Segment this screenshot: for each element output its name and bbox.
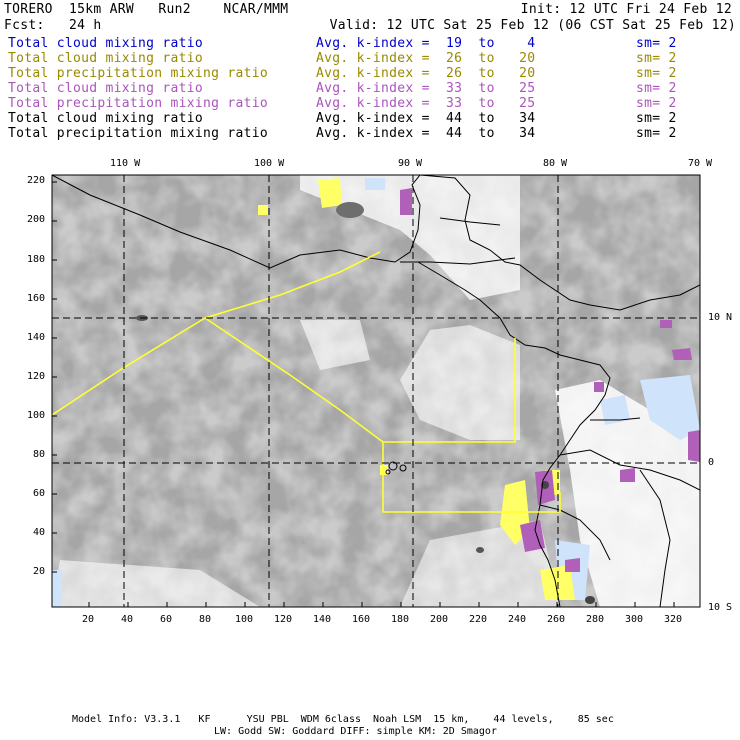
y-tick: 220 (27, 175, 46, 186)
legend-range: Avg. k-index = 26 to 20 (316, 66, 536, 81)
y-tick: 80 (33, 449, 46, 460)
clear-region (555, 380, 700, 607)
legend-sm: sm= 2 (636, 111, 677, 126)
yellow-cloud (540, 565, 575, 600)
yellow-cloud (545, 470, 560, 495)
y-tick: 160 (27, 293, 46, 304)
x-tick: 300 (625, 614, 644, 625)
y-tick: 60 (33, 488, 46, 499)
y-tick: 120 (27, 371, 46, 382)
y-tick: 200 (27, 214, 46, 225)
x-tick: 120 (274, 614, 293, 625)
x-tick: 200 (430, 614, 449, 625)
y-tick: 140 (27, 332, 46, 343)
legend-range: Avg. k-index = 19 to 4 (316, 36, 536, 51)
yellow-cloud (500, 480, 530, 545)
clear-region (52, 560, 260, 607)
coastline (52, 175, 700, 607)
legend-field: Total precipitation mixing ratio (8, 66, 269, 81)
valid-time: Valid: 12 UTC Sat 25 Feb 12 (06 CST Sat 25 Feb 12) (329, 18, 736, 33)
x-tick: 140 (313, 614, 332, 625)
x-tick: 320 (664, 614, 683, 625)
init-time: Init: 12 UTC Fri 24 Feb 12 (520, 2, 732, 17)
legend-range: Avg. k-index = 26 to 20 (316, 51, 536, 66)
legend-field: Total cloud mixing ratio (8, 51, 204, 66)
yellow-cloud (318, 178, 342, 208)
y-tick: 40 (33, 527, 46, 538)
x-tick: 100 (235, 614, 254, 625)
domain-boundary (52, 252, 560, 512)
legend-range: Avg. k-index = 33 to 25 (316, 96, 536, 111)
dark-cloud (541, 481, 549, 489)
lat-label: 10 S (708, 602, 733, 613)
x-tick: 20 (82, 614, 95, 625)
legend-field: Total cloud mixing ratio (8, 36, 204, 51)
yellow-cloud (258, 205, 268, 215)
map-field (52, 175, 700, 607)
purple-cloud (672, 348, 692, 360)
model-title: TORERO 15km ARW Run2 NCAR/MMM (4, 2, 289, 17)
clear-region (300, 320, 370, 370)
lon-label: 90 W (398, 158, 423, 169)
lon-label: 110 W (110, 158, 141, 169)
x-tick: 40 (121, 614, 134, 625)
light-blue-cloud (555, 540, 590, 600)
lon-label: 100 W (254, 158, 285, 169)
x-tick: 240 (508, 614, 527, 625)
axis-ticks (52, 182, 674, 607)
x-tick: 280 (586, 614, 605, 625)
legend-range: Avg. k-index = 44 to 34 (316, 126, 536, 141)
clear-sky-pattern (52, 175, 700, 607)
legend-range: Avg. k-index = 33 to 25 (316, 81, 536, 96)
purple-cloud (565, 558, 580, 572)
physics-info: LW: Godd SW: Goddard DIFF: simple KM: 2D Smagor (214, 726, 497, 737)
lat-label: 0 (708, 457, 715, 468)
forecast-hour: Fcst: 24 h (4, 18, 102, 33)
dark-cloud (336, 202, 364, 218)
light-blue-cloud (640, 375, 700, 440)
x-tick: 220 (469, 614, 488, 625)
legend-field: Total precipitation mixing ratio (8, 126, 269, 141)
cloud-field (52, 175, 700, 607)
legend-sm: sm= 2 (636, 36, 677, 51)
clear-region (400, 325, 520, 440)
legend-field: Total cloud mixing ratio (8, 111, 204, 126)
y-tick: 100 (27, 410, 46, 421)
x-tick: 260 (547, 614, 566, 625)
y-tick: 20 (33, 566, 46, 577)
model-info: Model Info: V3.3.1 KF YSU PBL WDM 6class Noah LSM 15 km, 44 levels, 85 sec (72, 714, 614, 725)
purple-cloud (594, 382, 604, 392)
purple-cloud (520, 520, 545, 552)
lon-label: 70 W (688, 158, 713, 169)
legend-sm: sm= 2 (636, 51, 677, 66)
light-blue-cloud (365, 178, 385, 190)
light-blue-cloud (52, 570, 62, 607)
legend-sm: sm= 2 (636, 66, 677, 81)
yellow-cloud (380, 465, 388, 475)
lat-lon-grid (52, 175, 700, 607)
dark-cloud (476, 547, 484, 553)
x-tick: 80 (199, 614, 212, 625)
legend-sm: sm= 2 (636, 126, 677, 141)
legend-sm: sm= 2 (636, 81, 677, 96)
legend-range: Avg. k-index = 44 to 34 (316, 111, 536, 126)
lat-label: 10 N (708, 312, 733, 323)
clear-region (400, 520, 560, 607)
legend-sm: sm= 2 (636, 96, 677, 111)
purple-cloud (660, 320, 672, 328)
dark-cloud (585, 596, 595, 604)
purple-cloud (400, 188, 412, 215)
lon-label: 80 W (543, 158, 568, 169)
x-tick: 180 (391, 614, 410, 625)
purple-cloud (688, 430, 700, 462)
y-tick: 180 (27, 254, 46, 265)
legend-field: Total precipitation mixing ratio (8, 96, 269, 111)
x-tick: 60 (160, 614, 173, 625)
map-frame (52, 175, 700, 607)
dark-cloud (136, 315, 148, 321)
light-blue-cloud (600, 395, 630, 425)
legend-field: Total cloud mixing ratio (8, 81, 204, 96)
clear-region (300, 175, 520, 300)
purple-cloud (620, 468, 635, 482)
x-tick: 160 (352, 614, 371, 625)
purple-cloud (535, 470, 555, 505)
